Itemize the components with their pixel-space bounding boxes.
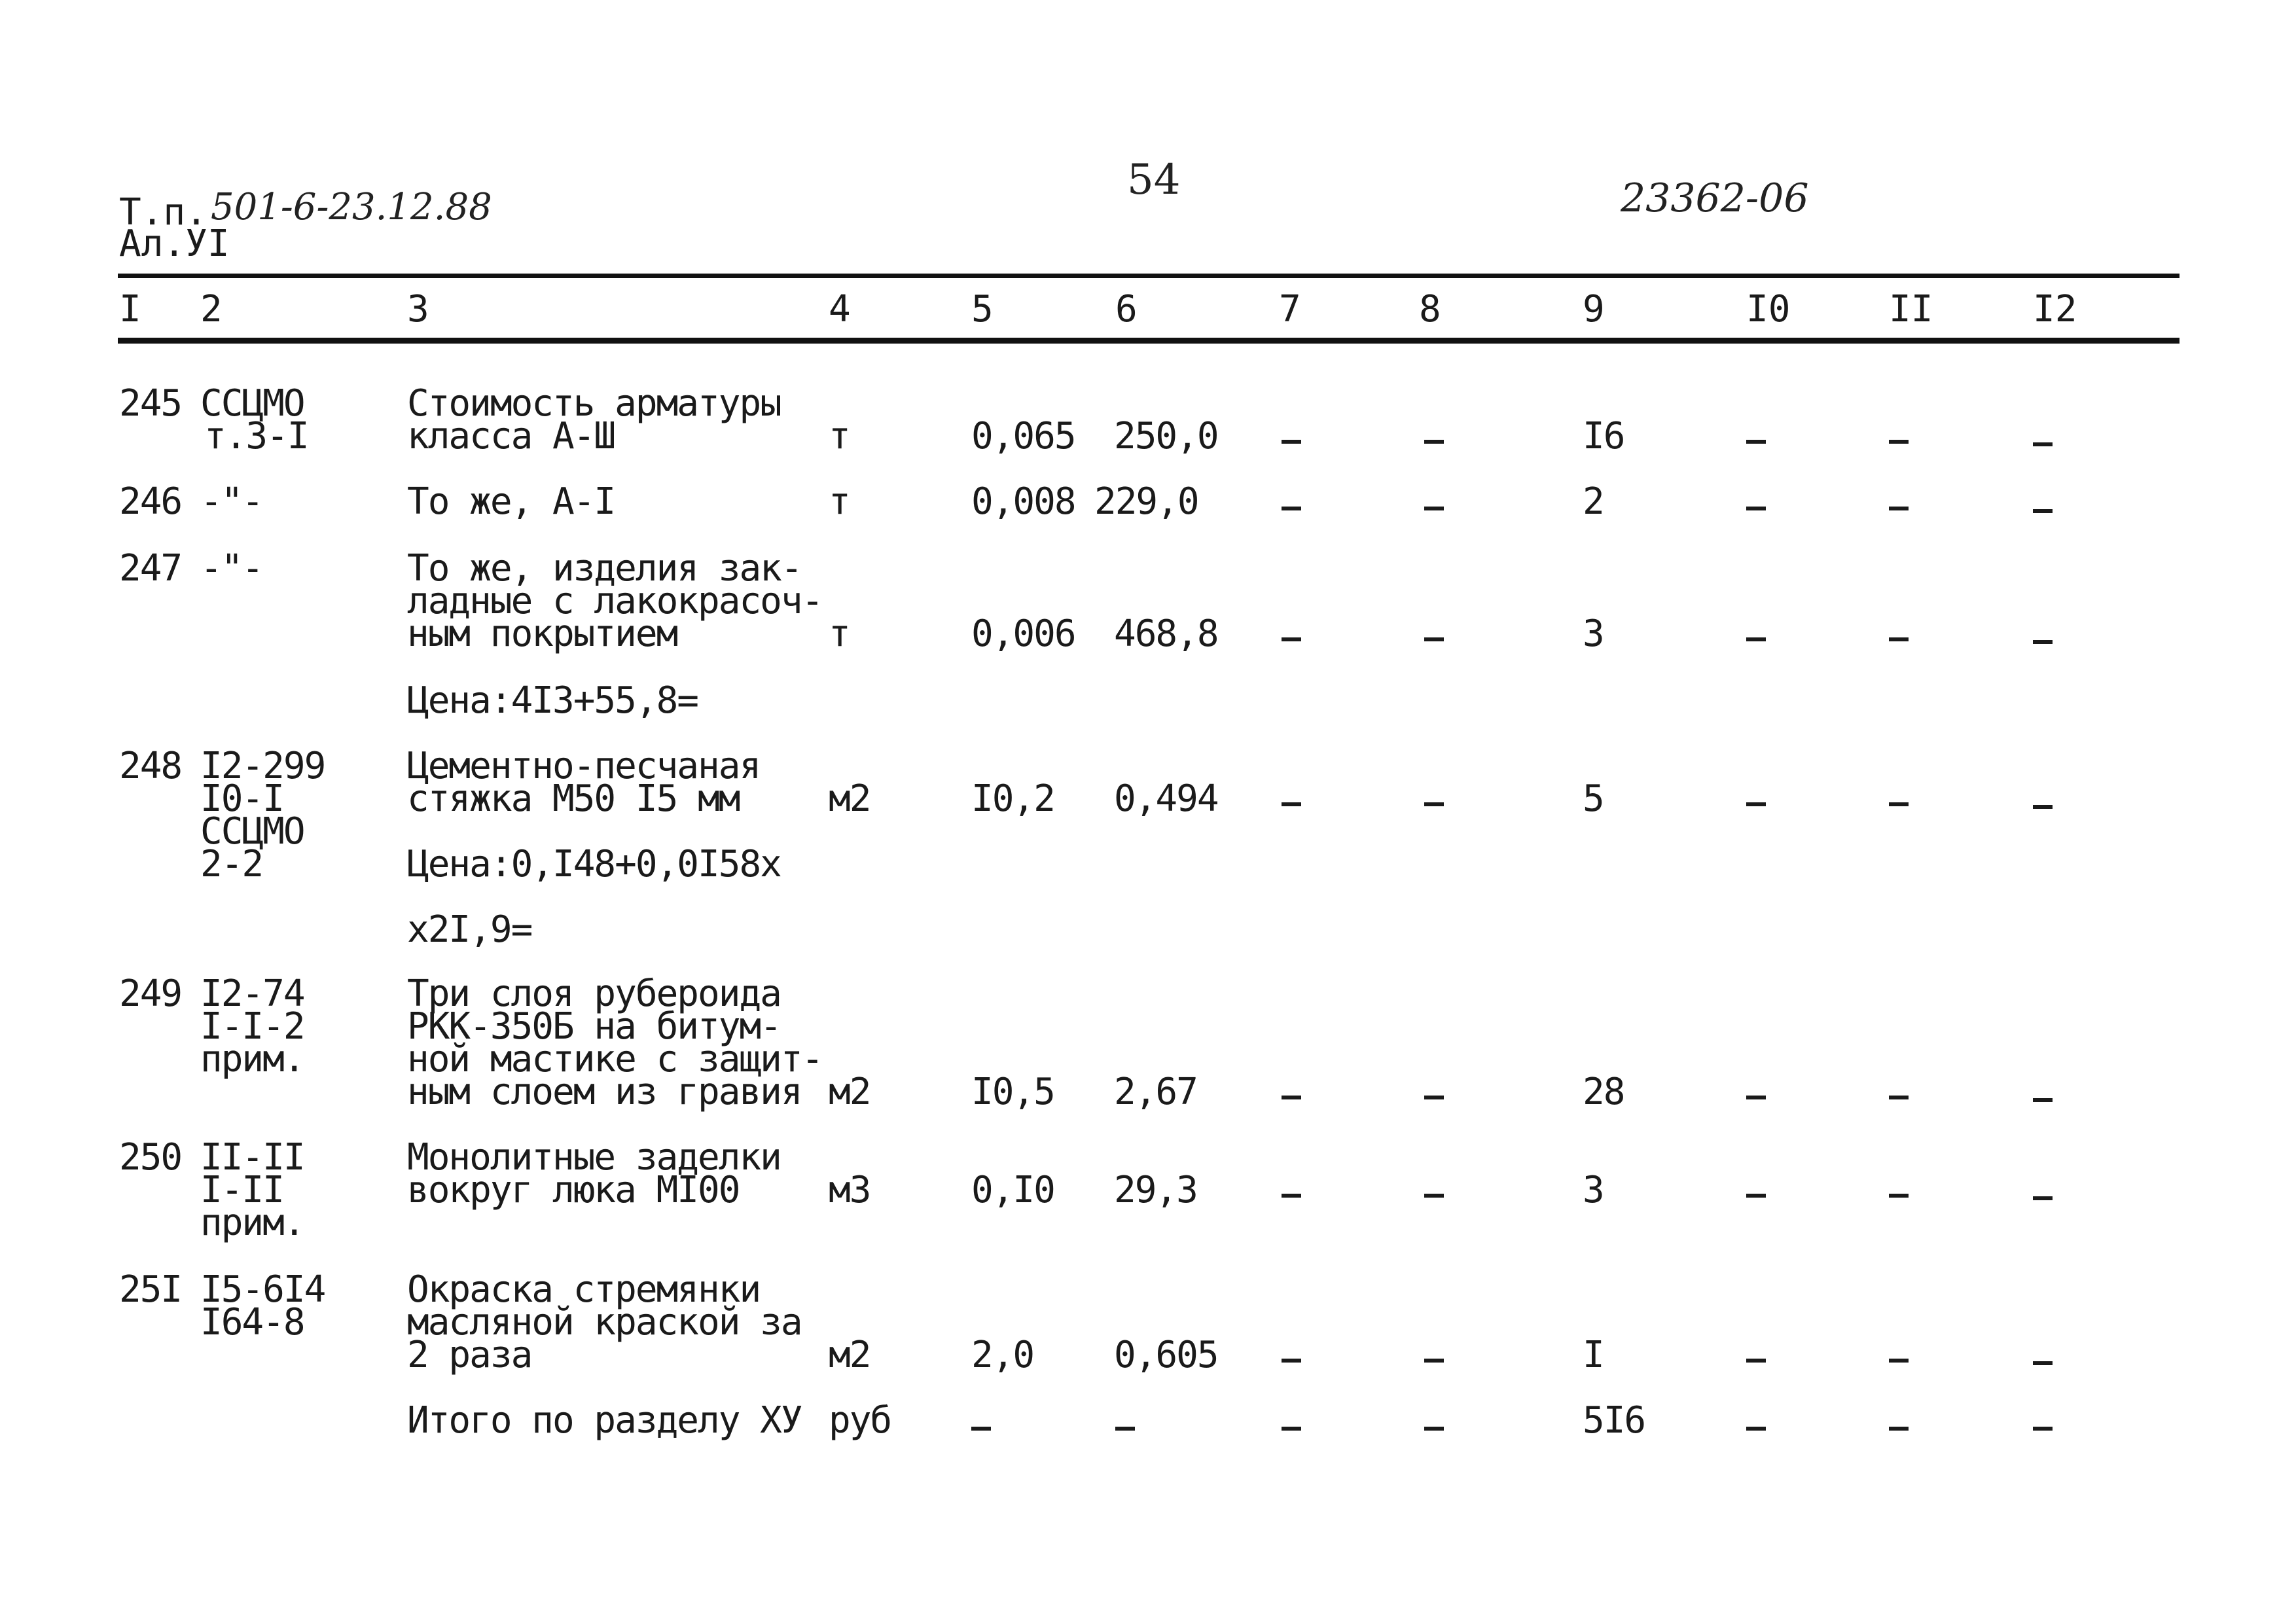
- cell-dash: [1282, 1359, 1301, 1363]
- row-code: I64-8: [200, 1301, 304, 1344]
- row-unit: м3: [829, 1169, 870, 1211]
- row-unit: м2: [829, 1334, 870, 1376]
- row-code: II-II: [200, 1136, 304, 1179]
- row-description: Цементно-песчаная: [407, 745, 761, 787]
- row-code: -"-: [200, 480, 263, 523]
- total-value: 5I6: [1583, 1399, 1645, 1442]
- cell-dash: [1282, 440, 1301, 444]
- column-header: I2: [2033, 288, 2077, 330]
- column-header: I: [119, 288, 141, 330]
- row-code: I-II: [200, 1169, 283, 1211]
- cell-dash: [1424, 440, 1444, 444]
- cell-dash: [2033, 509, 2053, 513]
- row-unit: т: [829, 480, 850, 523]
- cell-dash: [1889, 507, 1909, 510]
- doc-prefix: Т.п.: [119, 191, 207, 234]
- cell-dash: [2033, 442, 2053, 446]
- row-code: I0-I: [200, 777, 283, 820]
- row-number: 246: [119, 480, 182, 523]
- row-total: 5: [1583, 777, 1604, 820]
- row-quantity: I0,2: [971, 777, 1054, 820]
- row-unit: м2: [829, 1071, 870, 1113]
- column-header: 9: [1583, 288, 1605, 330]
- row-description: То же, А-I: [407, 480, 615, 523]
- row-quantity: 0,065: [971, 415, 1075, 457]
- row-code: I5-6I4: [200, 1268, 325, 1311]
- row-total: 3: [1583, 1169, 1604, 1211]
- cell-dash: [1889, 802, 1909, 806]
- row-quantity: 0,006: [971, 613, 1075, 655]
- cell-dash: [1424, 1096, 1444, 1099]
- cell-dash: [1424, 1427, 1444, 1431]
- row-total: 28: [1583, 1071, 1624, 1113]
- row-description: масляной краской за: [407, 1301, 802, 1344]
- cell-dash: [1282, 637, 1301, 641]
- cell-dash: [1746, 1359, 1766, 1363]
- column-header: 3: [407, 288, 429, 330]
- column-header: 8: [1419, 288, 1441, 330]
- row-total: 2: [1583, 480, 1604, 523]
- row-price: 0,494: [1114, 777, 1218, 820]
- row-number: 245: [119, 382, 182, 425]
- cell-dash: [1889, 1427, 1909, 1431]
- cell-dash: [1282, 507, 1301, 510]
- cell-dash: [1889, 1359, 1909, 1363]
- cell-dash: [1424, 637, 1444, 641]
- row-description: То же, изделия зак-: [407, 547, 802, 590]
- row-price: 29,3: [1114, 1169, 1197, 1211]
- cell-dash: [1282, 1194, 1301, 1198]
- row-code: т.3-I: [204, 415, 308, 457]
- cell-dash: [971, 1427, 991, 1431]
- row-price: 2,67: [1114, 1071, 1197, 1113]
- total-label: Итого по разделу ХУ: [407, 1399, 802, 1442]
- row-unit: т: [829, 613, 850, 655]
- cell-dash: [1424, 1194, 1444, 1198]
- row-price: 250,0: [1114, 415, 1218, 457]
- row-description: Монолитные заделки: [407, 1136, 781, 1179]
- column-header: 4: [829, 288, 851, 330]
- row-code: -"-: [200, 547, 263, 590]
- row-code: прим.: [200, 1038, 304, 1080]
- cell-dash: [2033, 1361, 2053, 1365]
- row-code: прим.: [200, 1202, 304, 1244]
- column-header: 6: [1115, 288, 1138, 330]
- total-unit: руб: [829, 1399, 891, 1442]
- cell-dash: [1424, 507, 1444, 510]
- cell-dash: [1746, 1427, 1766, 1431]
- header-bottom-rule: [118, 338, 2179, 344]
- row-code: ССЦМО: [200, 810, 304, 853]
- row-description: вокруг люка МI00: [407, 1169, 740, 1211]
- row-price: 229,0: [1094, 480, 1198, 523]
- row-description: РКК-350Б на битум-: [407, 1005, 781, 1048]
- row-quantity: 0,I0: [971, 1169, 1054, 1211]
- cell-dash: [1746, 637, 1766, 641]
- row-code: I2-74: [200, 972, 304, 1015]
- row-quantity: 0,008: [971, 480, 1075, 523]
- cell-dash: [2033, 640, 2053, 644]
- cell-dash: [1746, 507, 1766, 510]
- doc-number-handwritten: 501-6-23.12.88: [211, 186, 492, 228]
- page-number: 54: [1127, 156, 1181, 204]
- row-number: 250: [119, 1136, 182, 1179]
- cell-dash: [1889, 1194, 1909, 1198]
- cell-dash: [1746, 1096, 1766, 1099]
- row-code: I2-299: [200, 745, 325, 787]
- cell-dash: [2033, 805, 2053, 809]
- cell-dash: [2033, 1098, 2053, 1102]
- column-header: I0: [1746, 288, 1791, 330]
- row-unit: т: [829, 415, 850, 457]
- cell-dash: [1282, 1096, 1301, 1099]
- cell-dash: [2033, 1196, 2053, 1200]
- row-description: Окраска стремянки: [407, 1268, 761, 1311]
- cell-dash: [1424, 802, 1444, 806]
- cell-dash: [1282, 1427, 1301, 1431]
- row-total: I: [1583, 1334, 1604, 1376]
- row-total: I6: [1583, 415, 1624, 457]
- column-header: 7: [1279, 288, 1301, 330]
- cell-dash: [1889, 440, 1909, 444]
- row-unit: м2: [829, 777, 870, 820]
- album-number: Ал.УI: [119, 223, 230, 265]
- column-header: 5: [971, 288, 994, 330]
- row-number: 25I: [119, 1268, 182, 1311]
- row-description: класса А-Ш: [407, 415, 615, 457]
- row-number: 247: [119, 547, 182, 590]
- row-description: Три слоя рубероида: [407, 972, 781, 1015]
- row-description: ным слоем из гравия: [407, 1071, 802, 1113]
- top-rule: [118, 274, 2179, 278]
- row-code: 2-2: [200, 843, 263, 885]
- row-number: 248: [119, 745, 182, 787]
- price-formula: Цена:4I3+55,8=: [407, 679, 698, 722]
- row-quantity: 2,0: [971, 1334, 1034, 1376]
- row-description: стяжка М50 I5 мм: [407, 777, 740, 820]
- cell-dash: [1889, 1096, 1909, 1099]
- row-price: 0,605: [1114, 1334, 1218, 1376]
- row-quantity: I0,5: [971, 1071, 1054, 1113]
- cell-dash: [1746, 802, 1766, 806]
- row-code: I-I-2: [200, 1005, 304, 1048]
- cell-dash: [1424, 1359, 1444, 1363]
- row-description: Стоимость арматуры: [407, 382, 781, 425]
- cell-dash: [1115, 1427, 1135, 1431]
- cell-dash: [1746, 440, 1766, 444]
- row-description: ладные с лакокрасоч-: [407, 580, 823, 622]
- column-header: 2: [200, 288, 223, 330]
- row-number: 249: [119, 972, 182, 1015]
- cell-dash: [2033, 1427, 2053, 1431]
- row-code: ССЦМО: [200, 382, 304, 425]
- row-price: 468,8: [1114, 613, 1218, 655]
- row-description: ным покрытием: [407, 613, 677, 655]
- row-description: ной мастике с защит-: [407, 1038, 823, 1080]
- cell-dash: [1889, 637, 1909, 641]
- price-formula: х2I,9=: [407, 908, 532, 951]
- row-description: 2 раза: [407, 1334, 532, 1376]
- cell-dash: [1746, 1194, 1766, 1198]
- archive-number: 23362-06: [1621, 175, 1809, 221]
- cell-dash: [1282, 802, 1301, 806]
- row-total: 3: [1583, 613, 1604, 655]
- price-formula: Цена:0,I48+0,0I58х: [407, 843, 781, 885]
- column-header: II: [1889, 288, 1933, 330]
